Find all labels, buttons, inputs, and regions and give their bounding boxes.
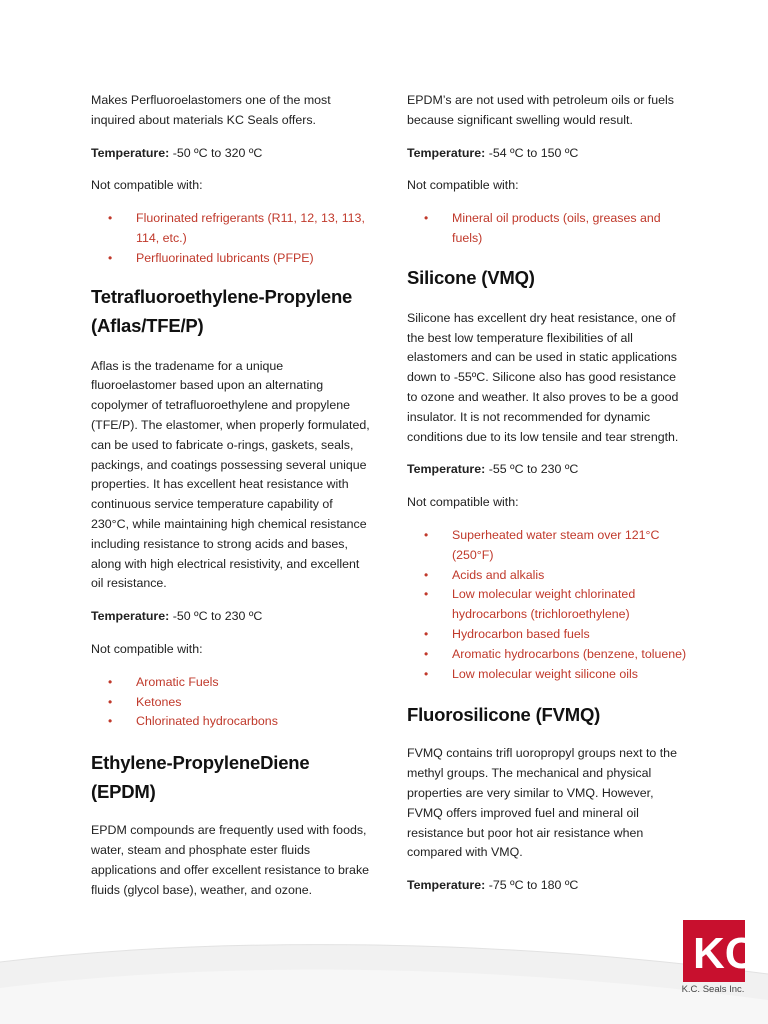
bullet-icon: •	[424, 626, 429, 641]
temperature-label: Temperature:	[407, 462, 486, 477]
incompatible-list	[91, 209, 371, 268]
temperature-label: Temperature:	[407, 878, 486, 893]
bullet-icon: •	[108, 714, 113, 729]
list-item: • Low molecular weight silicone oils	[452, 665, 687, 685]
list-item: • Superheated water steam over 121°C (250°F)	[424, 527, 660, 562]
epdm-paragraph: EPDM compounds are frequently used with foods, water, steam and phosphate ester fluids applications and offer excellent resistance to brake fluids (glycol base), weather, and ozone.	[91, 823, 370, 897]
company-name: K.C. Seals Inc.	[681, 984, 745, 995]
temperature-label: Temperature:	[407, 145, 486, 160]
bullet-icon: •	[108, 211, 113, 226]
footer-swoosh	[0, 930, 768, 1024]
temperature-line	[407, 144, 687, 164]
not-compatible-label: Not compatible with:	[91, 641, 203, 656]
kc-logo-icon	[683, 920, 757, 982]
temperature-value: -54 ºC to 150 ºC	[485, 145, 579, 160]
list-item: • Perfluorinated lubricants (PFPE)	[136, 249, 371, 269]
not-compatible-label: Not compatible with:	[91, 178, 203, 193]
temperature-value: -50 ºC to 230 ºC	[169, 609, 263, 624]
temperature-line	[91, 607, 371, 627]
section-heading-fvmq: Fluorosilicone (FVMQ)	[407, 704, 601, 726]
temperature-label: Temperature:	[91, 145, 170, 160]
temperature-line	[407, 460, 687, 480]
aflas-paragraph: Aflas is the tradename for a unique fluoroelastomer based upon an alternating copolymer of tetrafluoroethylene and propylene (TFE/P). The elastomer, when properly formulated, can be used to fabricate o-rings, gaskets, seals, packings, and coatings possessing several unique properties. It has excellent heat resistance with continuous service temperature capability of 230°C, while maintaining high chemical resistance including resistance to strong acids and bases, along with high electrical resistivity, and excellent oil resistance.	[91, 358, 370, 591]
section-heading-epdm: Ethylene-PropyleneDiene (EPDM)	[91, 752, 310, 803]
logo-letters: KC	[693, 929, 757, 978]
list-item: • Hydrocarbon based fuels	[452, 625, 687, 645]
bullet-icon: •	[424, 567, 429, 582]
intro-paragraph: Makes Perfluoroelastomers one of the most inquired about materials KC Seals offers.	[91, 93, 331, 127]
bullet-icon: •	[424, 666, 429, 681]
list-item: • Acids and alkalis	[452, 566, 687, 586]
temperature-value: -55 ºC to 230 ºC	[485, 462, 579, 477]
section-heading-aflas: Tetrafluoroethylene-Propylene (Aflas/TFE/P)	[91, 285, 353, 336]
bullet-icon: •	[108, 694, 113, 709]
temperature-value: -50 ºC to 320 ºC	[169, 145, 263, 160]
kc-logo	[683, 920, 757, 982]
list-item: • Aromatic hydrocarbons (benzene, toluene)	[452, 645, 687, 665]
bullet-icon: •	[108, 674, 113, 689]
list-item: • Mineral oil products (oils, greases and fuels)	[424, 211, 661, 245]
list-item: • Ketones	[136, 693, 371, 713]
fvmq-paragraph: FVMQ contains trifl uoropropyl groups next to the methyl groups. The mechanical and physical properties are very similar to VMQ. However, FVMQ offers improved fuel and mineral oil resistance but poor hot air resistance when compared with VMQ.	[407, 746, 677, 860]
incompatible-list	[91, 673, 371, 732]
incompatible-list	[407, 526, 687, 684]
list-item: • Aromatic Fuels	[136, 673, 371, 693]
bullet-icon: •	[424, 587, 429, 602]
bullet-icon: •	[108, 250, 113, 265]
list-item: • Fluorinated refrigerants (R11, 12, 13, 113, 114, etc.)	[108, 211, 365, 245]
epdm-paragraph-continued: EPDM’s are not used with petroleum oils or fuels because significant swelling would result.	[407, 93, 674, 127]
not-compatible-label: Not compatible with:	[407, 178, 519, 193]
bullet-icon: •	[424, 646, 429, 661]
list-item: • Chlorinated hydrocarbons	[136, 712, 371, 732]
vmq-paragraph: Silicone has excellent dry heat resistance, one of the best low temperature flexibilities of all elastomers and can be used in static applications down to -55ºC. Silicone also has good resistance to ozone and weather. It also proves to be a good insulator. It is not recommended for dynamic conditions due to its low tensile and tear strength.	[407, 310, 679, 444]
section-heading-vmq: Silicone (VMQ)	[407, 266, 535, 288]
temperature-line	[407, 876, 687, 896]
temperature-label: Temperature:	[91, 609, 170, 624]
bullet-icon: •	[424, 211, 429, 226]
not-compatible-label: Not compatible with:	[407, 495, 519, 510]
temperature-value: -75 ºC to 180 ºC	[485, 878, 579, 893]
left-column	[91, 91, 371, 900]
right-column	[407, 91, 687, 896]
bullet-icon: •	[424, 527, 429, 542]
incompatible-list	[407, 209, 687, 249]
list-item: • Low molecular weight chlorinated hydrocarbons (trichloroethylene)	[424, 587, 636, 622]
temperature-line	[91, 144, 371, 164]
